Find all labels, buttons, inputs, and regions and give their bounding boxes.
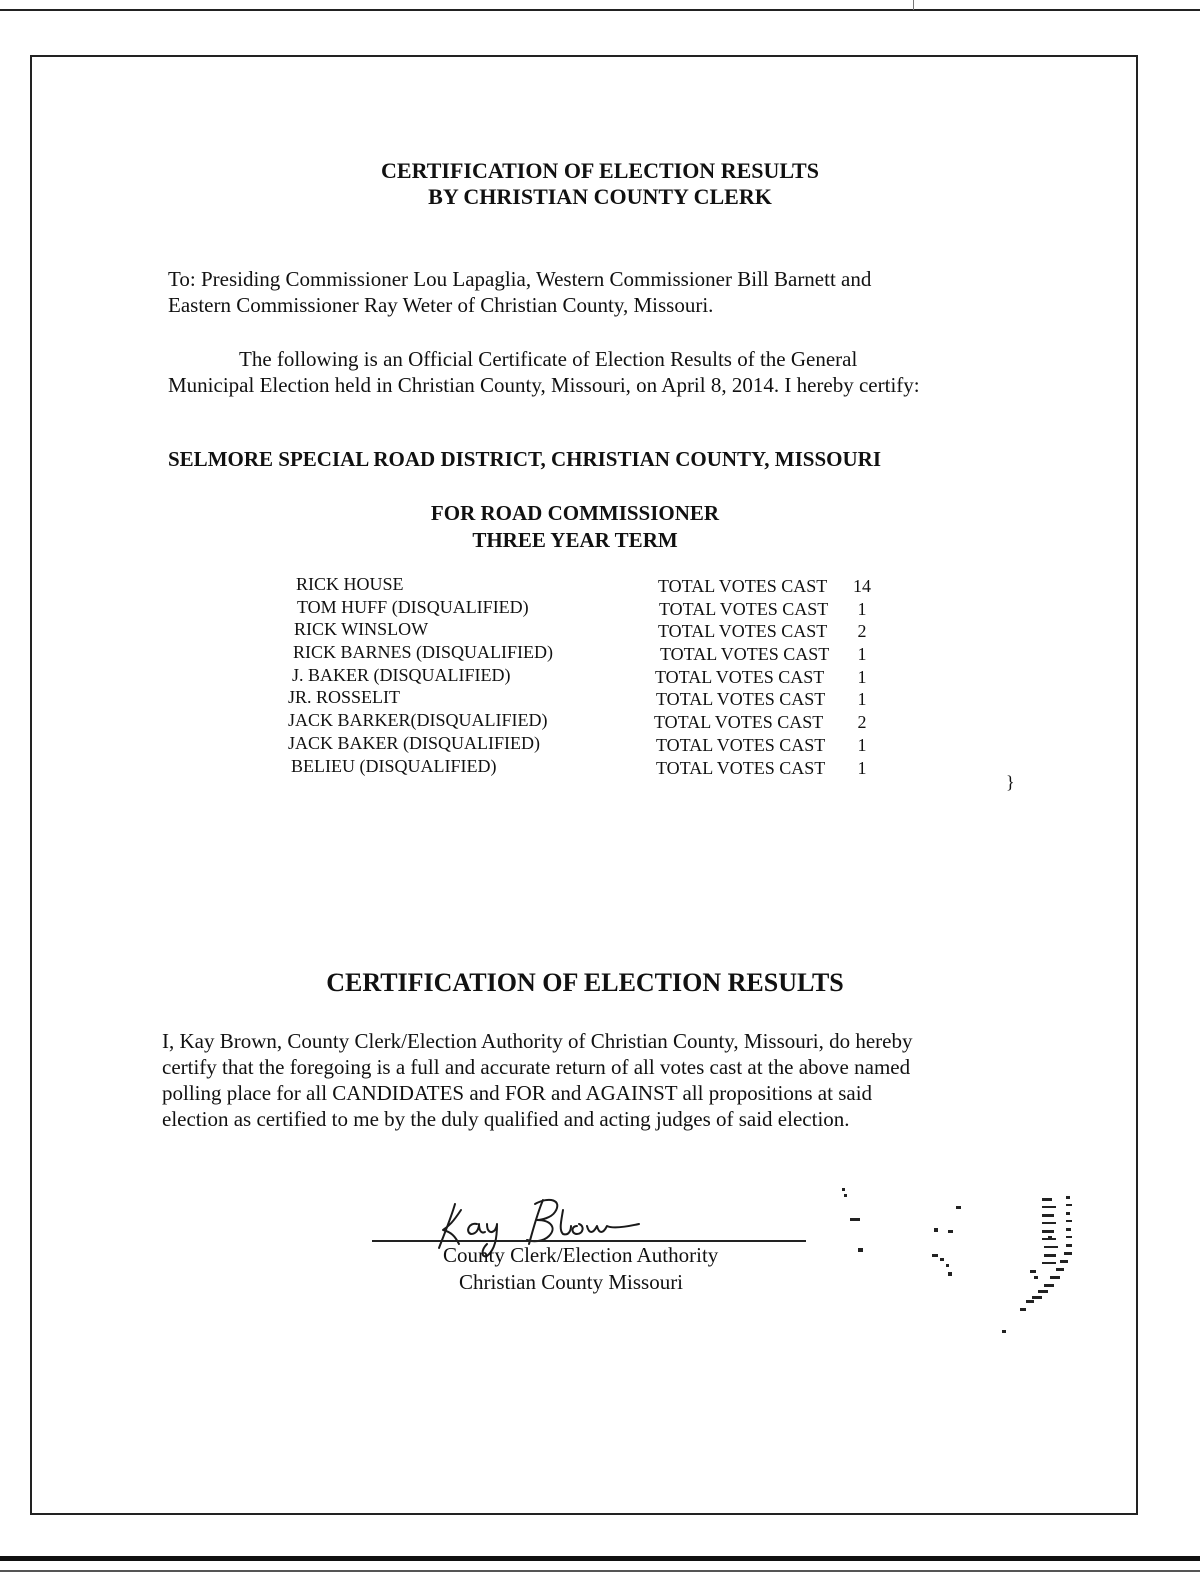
result-row xyxy=(288,733,898,756)
vote-count: 1 xyxy=(857,666,867,687)
candidate-name: TOM HUFF (DISQUALIFIED) xyxy=(297,596,529,617)
embossed-seal-marks xyxy=(830,1130,1090,1350)
vote-count: 1 xyxy=(857,598,867,619)
vote-count: 1 xyxy=(857,734,867,755)
certification-line-1: I, Kay Brown, County Clerk/Election Authority of Christian County, Missouri, do hereby xyxy=(162,1029,913,1053)
intro-line-2: Municipal Election held in Christian County, Missouri, on April 8, 2014. I hereby certify: xyxy=(168,373,920,397)
votes-label: TOTAL VOTES CAST xyxy=(658,621,828,642)
candidate-name: JACK BAKER (DISQUALIFIED) xyxy=(288,732,540,753)
votes-label: TOTAL VOTES CAST xyxy=(658,576,828,596)
top-tick-mark xyxy=(913,0,914,10)
result-row xyxy=(288,665,898,688)
result-row xyxy=(288,574,898,597)
top-border-rule xyxy=(0,9,1200,11)
certification-heading: CERTIFICATION OF ELECTION RESULTS xyxy=(326,968,844,997)
candidate-name: RICK HOUSE xyxy=(296,574,404,594)
candidate-name: JACK BARKER(DISQUALIFIED) xyxy=(288,710,548,731)
candidate-name: JR. ROSSELIT xyxy=(288,687,401,708)
candidate-name: RICK BARNES (DISQUALIFIED) xyxy=(293,642,553,663)
votes-label: TOTAL VOTES CAST xyxy=(659,598,829,619)
candidate-name: BELIEU (DISQUALIFIED) xyxy=(291,755,497,776)
vote-count: 14 xyxy=(853,576,871,596)
bottom-border-rule-thin xyxy=(0,1570,1200,1572)
certification-line-2: certify that the foregoing is a full and accurate return of all votes cast at the above named xyxy=(162,1055,911,1079)
votes-label: TOTAL VOTES CAST xyxy=(654,712,824,733)
candidate-name: J. BAKER (DISQUALIFIED) xyxy=(292,664,511,685)
intro-line-1: The following is an Official Certificate of Election Results of the General xyxy=(239,347,858,371)
votes-label: TOTAL VOTES CAST xyxy=(656,689,826,710)
votes-label: TOTAL VOTES CAST xyxy=(660,644,830,665)
result-row xyxy=(288,597,898,620)
votes-label: TOTAL VOTES CAST xyxy=(656,757,826,778)
term-heading: THREE YEAR TERM xyxy=(472,528,678,552)
result-row xyxy=(288,642,898,665)
candidate-name: RICK WINSLOW xyxy=(294,619,429,640)
signatory-county: Christian County Missouri xyxy=(459,1270,684,1294)
margin-bracket-mark: } xyxy=(1006,772,1015,792)
vote-count: 2 xyxy=(857,621,867,642)
votes-label: TOTAL VOTES CAST xyxy=(655,666,825,687)
result-row xyxy=(288,710,898,733)
bottom-border-rule xyxy=(0,1556,1200,1561)
signature-line xyxy=(372,1240,806,1242)
results-list xyxy=(288,574,898,778)
district-heading: SELMORE SPECIAL ROAD DISTRICT, CHRISTIAN COUNTY, MISSOURI xyxy=(168,447,881,471)
certification-line-3: polling place for all CANDIDATES and FOR and AGAINST all propositions at said xyxy=(162,1081,873,1105)
addressee-line-1: To: Presiding Commissioner Lou Lapaglia, Western Commissioner Bill Barnett and xyxy=(168,267,872,291)
vote-count: 1 xyxy=(857,757,867,778)
signatory-title: County Clerk/Election Authority xyxy=(443,1243,719,1267)
result-row xyxy=(288,687,898,710)
addressee-line-2: Eastern Commissioner Ray Weter of Christian County, Missouri. xyxy=(168,293,714,317)
vote-count: 2 xyxy=(857,712,867,733)
office-heading: FOR ROAD COMMISSIONER xyxy=(430,501,720,525)
document-subtitle: BY CHRISTIAN COUNTY CLERK xyxy=(428,184,772,209)
vote-count: 1 xyxy=(857,689,867,710)
document-title: CERTIFICATION OF ELECTION RESULTS xyxy=(381,158,819,183)
result-row xyxy=(288,619,898,642)
result-row xyxy=(288,756,898,779)
certification-line-4: election as certified to me by the duly qualified and acting judges of said election. xyxy=(162,1107,850,1131)
vote-count: 1 xyxy=(857,644,867,665)
votes-label: TOTAL VOTES CAST xyxy=(656,734,826,755)
